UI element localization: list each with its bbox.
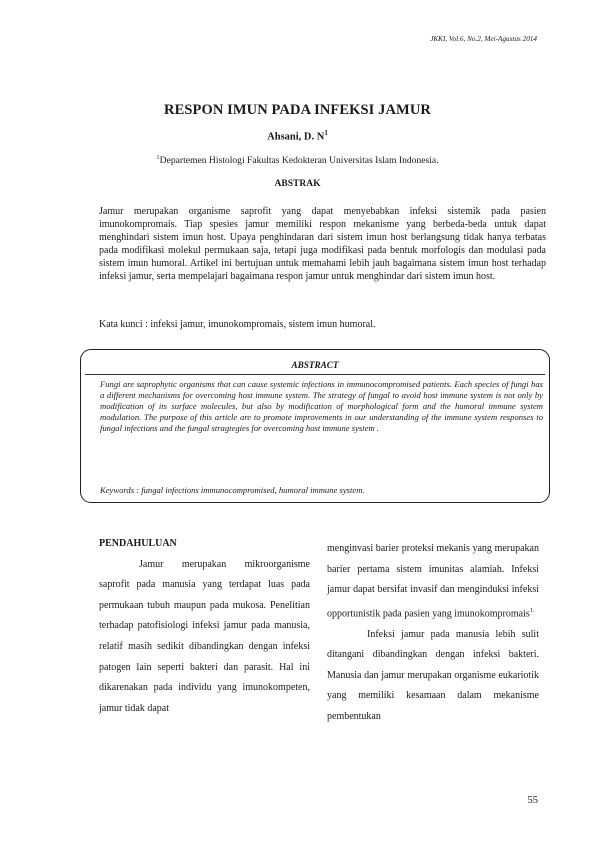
intro-paragraph-2: Infeksi jamur pada manusia lebih sulit ditangani dibandingkan dengan infeksi bakteri. Manusia dan jamur merupakan organisme eukariotik yang memiliki kesamaan dalam mekanisme pembentukan [327,628,539,723]
citation-superscript: 1. [529,606,535,614]
abstrak-heading: ABSTRAK [274,179,321,189]
page-number: 55 [527,795,538,806]
intro-paragraph-1-continued-text: menginvasi barier proteksi mekanis yang merupakan barier pertama sistem imunitas alamiah. Infeksi jamur dapat bersifat invasif dan menginduksi infeksi opportunistik pada pasien yang imunokompromais [327,543,539,620]
intro-paragraph-1-continued [327,539,539,625]
article-title: RESPON IMUN PADA INFEKSI JAMUR [164,102,431,118]
section-heading-pendahuluan: PENDAHULUAN [99,538,177,549]
kata-kunci: Kata kunci : infeksi jamur, imunokompromais, sistem imun humoral. [99,319,376,330]
abstract-heading: ABSTRACT [291,360,339,370]
abstract-box [80,349,550,503]
abstrak-paragraph: Jamur merupakan organisme saprofit yang dapat menyebabkan infeksi sistemik pada pasien imunokompromais. Tiap spesies jamur memiliki respon mekanisme yang berbeda-beda untuk dapat menghindari sistem imun host. Upaya penghindaran dari sistem imun host berlangsung tidak hanya terbatas pada modifikasi molekul permukaan saja, tetapi juga modifikasi pada bentuk morfologis dan modulasi pada sistem imun humoral. Artikel ini bertujuan untuk memahami lebih jauh bagaimana sistem imun host terhadap infeksi jamur, serta mempelajari bagaimana respon jamur untuk menghindar dari sistem imun host. [99,206,546,283]
journal-header-note: JKKI, Vol.6, No.2, Mei-Agustus 2014 [430,35,537,43]
intro-paragraph-1: Jamur merupakan mikroorganisme saprofit pada manusia yang terdapat luas pada permukaan tubuh maupun pada mukosa. Penelitian terhadap patofisiologi infeksi jamur pada manusia, relatif masih sedikit dibandingkan dengan infeksi patogen lain seperti bakteri dan parasit. Hal ini dikarenakan pada individu yang imunokompeten, jamur tidak dapat [99,558,310,714]
abstract-paragraph: Fungi are saprophytic organisms that can cause systemic infections in immunocompromised patients. Each species of fungi has a different mechanisms for overcoming host immune system. The strategy of fungal to avoid host immune system is not only by modification of its surface molecules, but also by modification of morphological form and the humoral immune system modulation. The purpose of this article are to promote improvements in our understanding of the immune system responses to fungal infections and the fungal stragtegies for overcoming host immune system . [100,379,543,433]
abstract-divider [85,374,545,375]
affiliation-superscript: 1 [156,154,160,161]
affiliation-line [0,154,595,166]
author-superscript: 1 [324,129,328,137]
author-line [0,129,595,143]
intro-left-column [99,534,310,719]
abstract-keywords: Keywords : fungal infections immunocompromised, humoral immune system. [100,485,365,495]
author-name: Ahsani, D. N [267,131,325,143]
affiliation-text: Departemen Histologi Fakultas Kedokteran Universitas Islam Indonesia. [159,155,439,167]
intro-right-column [327,539,539,728]
